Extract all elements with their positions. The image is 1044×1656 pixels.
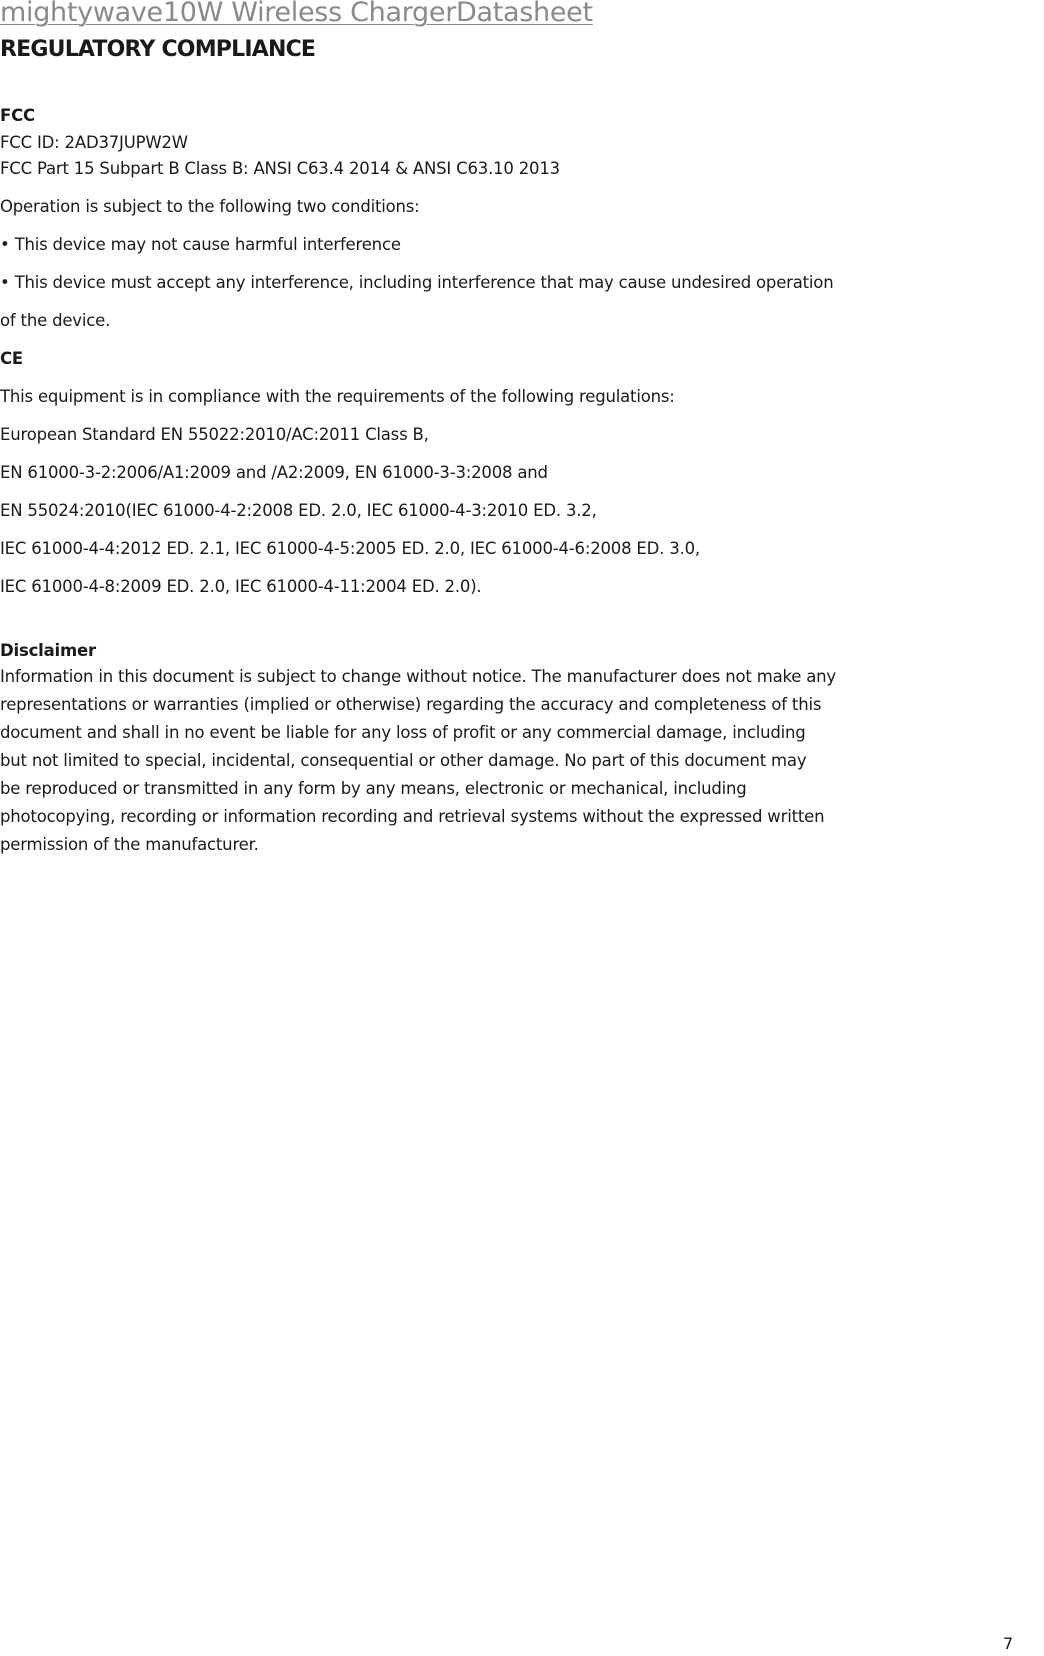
- fcc-conditions-intro: Operation is subject to the following two conditions:: [0, 197, 420, 216]
- ce-heading: CE: [0, 349, 23, 368]
- ce-regulation-line: IEC 61000-4-8:2009 ED. 2.0, IEC 61000-4-11:2004 ED. 2.0).: [0, 577, 482, 596]
- ce-regulation-line: EN 55024:2010(IEC 61000-4-2:2008 ED. 2.0, IEC 61000-4-3:2010 ED. 3.2,: [0, 501, 597, 520]
- ce-regulation-line: EN 61000-3-2:2006/A1:2009 and /A2:2009, EN 61000-3-3:2008 and: [0, 463, 548, 482]
- disclaimer-line: permission of the manufacturer.: [0, 835, 259, 854]
- page-number: 7: [1003, 1634, 1014, 1653]
- disclaimer-line: representations or warranties (implied or otherwise) regarding the accuracy and completeness of this: [0, 695, 822, 714]
- fcc-id-line: FCC ID: 2AD37JUPW2W: [0, 133, 188, 152]
- disclaimer-body: [0, 663, 836, 859]
- fcc-part-line: FCC Part 15 Subpart B Class B: ANSI C63.4 2014 & ANSI C63.10 2013: [0, 159, 560, 178]
- fcc-condition-1: • This device may not cause harmful interference: [0, 235, 401, 254]
- ce-regulation-line: European Standard EN 55022:2010/AC:2011 Class B,: [0, 425, 429, 444]
- fcc-heading: FCC: [0, 106, 35, 125]
- fcc-condition-2-line-2: of the device.: [0, 311, 111, 330]
- disclaimer-line: photocopying, recording or information recording and retrieval systems without the expressed written: [0, 807, 825, 826]
- fcc-condition-2-line-1: • This device must accept any interference, including interference that may cause undesired operation: [0, 273, 834, 292]
- disclaimer-heading: Disclaimer: [0, 641, 96, 660]
- disclaimer-line: document and shall in no event be liable for any loss of profit or any commercial damage, including: [0, 723, 806, 742]
- section-heading: REGULATORY COMPLIANCE: [0, 37, 316, 62]
- disclaimer-line: be reproduced or transmitted in any form by any means, electronic or mechanical, including: [0, 779, 747, 798]
- ce-intro: This equipment is in compliance with the requirements of the following regulations:: [0, 387, 675, 406]
- disclaimer-line: Information in this document is subject to change without notice. The manufacturer does not make any: [0, 667, 836, 686]
- document-title: mightywave10W Wireless ChargerDatasheet: [0, 0, 593, 28]
- ce-regulation-line: IEC 61000-4-4:2012 ED. 2.1, IEC 61000-4-5:2005 ED. 2.0, IEC 61000-4-6:2008 ED. 3.0,: [0, 539, 700, 558]
- disclaimer-line: but not limited to special, incidental, consequential or other damage. No part of this document may: [0, 751, 807, 770]
